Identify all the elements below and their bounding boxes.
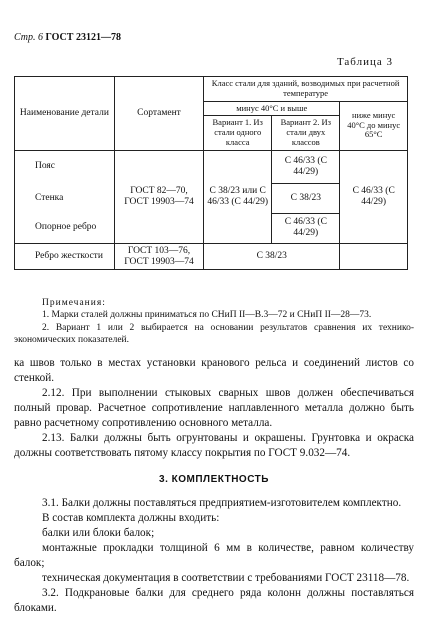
notes-title: Примечания: [42,298,106,308]
stiffener-value: С 38/23 [204,243,340,270]
section-title: 3. КОМПЛЕКТНОСТЬ [159,474,269,485]
header-minus40: минус 40°С и выше [204,101,340,116]
paragraph-kit: В состав комплекта должны входить: [42,512,220,525]
note-1: 1. Марки сталей должны приниматься по СНиП II—В.3—72 и СНиП II—28—73. [42,310,372,321]
group-variant1: С 38/23 или С 46/33 (С 44/29) [204,150,272,243]
header-assortment: Сортамент [114,77,203,151]
row-v2-flange: С 46/33 (С 44/29) [272,150,340,183]
paragraph-3-2: 3.2. Подкрановые балки для среднего ряда колонн должны поставляться блоками. [14,587,414,615]
stiffener-empty [340,243,408,270]
standard-code: ГОСТ 23121—78 [45,32,121,43]
header-variant1: Вариант 1. Из стали одного класса [204,116,272,150]
note-2: 2. Вариант 1 или 2 выбирается на основании результатов сравнения их технико-экономических показателей. [14,322,414,346]
stiffener-assortment: ГОСТ 103—76, ГОСТ 19903—74 [114,243,203,270]
kit-item-3: техническая документация в соответствии с требованиями ГОСТ 23118—78. [42,572,410,585]
body-text [14,356,414,616]
paragraph-2-12: 2.12. При выполнении стыковых сварных швов должен обеспечиваться полный провар. Расчетное сопротивление наплавленного металла должно быть равно расчетному сопротивлению основного металла. [14,387,414,429]
kit-item-1: балки или блоки балок; [42,527,155,540]
group-below40: С 46/33 (С 44/29) [340,150,408,243]
header-variant2: Вариант 2. Из стали двух классов [272,116,340,150]
row-name-stiffener: Ребро жесткости [15,243,115,270]
row-name-bearing-rib: Опорное ребро [15,213,115,243]
steel-grade-table [14,76,408,270]
header-below40: ниже минус 40°С до минус 65°С [340,101,408,150]
header-steel-class: Класс стали для зданий, возводимых при расчетной температуре [204,77,408,102]
page-number: Стр. 6 [14,32,44,43]
row-name-web: Стенка [15,183,115,213]
table-notes [14,297,414,346]
table-label: Таблица 3 [336,56,393,68]
row-v2-web: С 38/23 [272,183,340,213]
row-v2-bearing-rib: С 46/33 (С 44/29) [272,213,340,243]
group-assortment: ГОСТ 82—70, ГОСТ 19903—74 [114,150,203,243]
kit-item-2: монтажные прокладки толщиной 6 мм в количестве, равном количеству балок; [14,542,414,570]
paragraph-3-1: 3.1. Балки должны поставляться предприятием-изготовителем комплектно. [42,497,402,510]
page-header [14,32,121,43]
paragraph-continuation: ка швов только в местах установки кранового рельса и соединений листов со стенкой. [14,357,414,384]
header-part-name: Наименование детали [15,77,115,151]
row-name-flange: Пояс [15,150,115,183]
paragraph-2-13: 2.13. Балки должны быть огрунтованы и окрашены. Грунтовка и окраска должны соответствовать пятому классу покрытия по ГОСТ 9.032—74. [14,432,414,459]
